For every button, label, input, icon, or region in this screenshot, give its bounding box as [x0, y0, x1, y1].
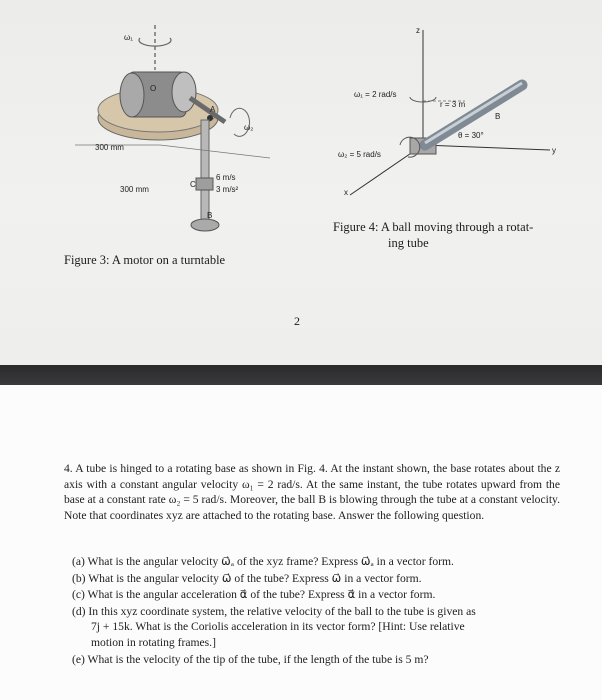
figure-3-motor-turntable [0, 0, 300, 250]
part-a: (a) What is the angular velocity ω⃗ₐ of the xyz frame? Express ω⃗ₐ in a vector form. [72, 555, 454, 568]
label-w2: ω₂ = 5 rad/s [338, 150, 381, 159]
axis-x: x [344, 188, 348, 197]
figure-3-caption: Figure 3: A motor on a turntable [64, 253, 226, 267]
label-dim-300-b: 300 mm [120, 185, 149, 194]
page-number: 2 [294, 314, 300, 328]
label-point-c: C [190, 180, 196, 189]
label-point-b: B [207, 211, 213, 220]
part-d-line3: motion in rotating frames.] [91, 635, 216, 649]
figure-4-caption-line1: Figure 4: A ball moving through a rotat- [333, 220, 534, 234]
label-acceleration: 3 m/s² [216, 185, 239, 194]
axis-z: z [416, 26, 420, 35]
part-c: (c) What is the angular acceleration α⃗ of the tube? Express α⃗ in a vector form. [72, 588, 436, 602]
label-theta: θ = 30° [458, 131, 484, 140]
label-omega1: ω₁ [124, 33, 133, 42]
label-w1: ω₁ = 2 rad/s [354, 90, 397, 99]
label-point-a: A [210, 105, 216, 114]
part-e: (e) What is the velocity of the tip of the tube, if the length of the tube is 5 m? [72, 652, 429, 666]
part-d [72, 604, 562, 651]
problem-intro: 4. A tube is hinged to a rotating base as shown in Fig. 4. At the instant shown, the base rotates about the z axis with a constant angular velocity ω₁ = 2 rad/s. At the same instant, the tube rotates upward from the base at a constant rate ω₂ = 5 rad/s. Moreover, the ball B is blowing through the tube at a constant velocity. Note that coordinates xyz are attached to the rotating base. Answer the following question. [64, 462, 560, 522]
page-divider [0, 365, 602, 385]
axis-y: y [552, 146, 556, 155]
figure-4-caption [333, 219, 553, 251]
problem-4-parts [72, 554, 562, 668]
label-omega2: ω₂ [244, 123, 254, 132]
problem-4-statement [64, 461, 560, 523]
label-r: r = 3 m [440, 100, 466, 109]
label-point-o: O [150, 84, 157, 93]
figure-4-caption-line2: ing tube [388, 236, 429, 250]
part-d-line1: (d) In this xyz coordinate system, the relative velocity of the ball to the tube is given as [72, 604, 476, 618]
label-ball-b: B [495, 112, 501, 121]
part-b: (b) What is the angular velocity ω⃗ of the tube? Express ω⃗ in a vector form. [72, 571, 422, 585]
label-velocity: 6 m/s [216, 173, 236, 182]
part-d-line2: 7j + 15k. What is the Coriolis acceleration in its vector form? [Hint: Use relative [91, 620, 465, 634]
figure-4-rotating-tube [330, 15, 580, 215]
label-dim-300-a: 300 mm [95, 143, 124, 152]
